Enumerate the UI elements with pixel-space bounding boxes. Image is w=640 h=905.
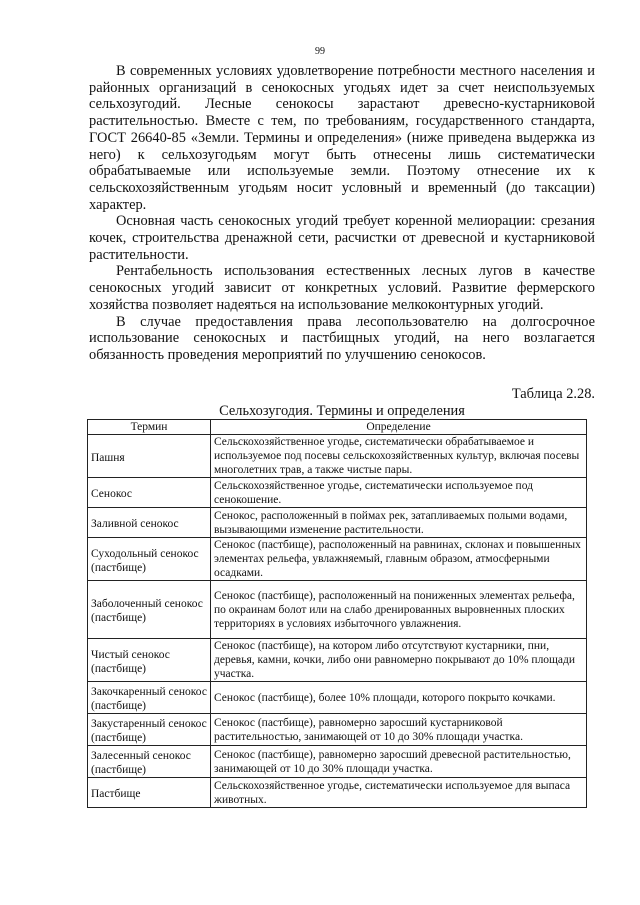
term-cell: Суходольный сенокос (пастбище)	[88, 538, 211, 581]
definition-cell: Сенокос (пастбище), более 10% площади, которого покрыто кочками.	[211, 682, 587, 714]
table-row	[88, 435, 587, 478]
definition-cell: Сенокос (пастбище), равномерно заросший кустарниковой растительностью, занимающей от 10 до 30% площади участка.	[211, 714, 587, 746]
table-row	[88, 639, 587, 682]
table-row	[88, 746, 587, 778]
paragraph: В современных условиях удовлетворение потребности местного населения и районных организаций в сенокосных угодьях идет за счет неиспользуемых сельхозугодий. Лесные сенокосы зарастают древесно-кустарниковой растительностью. Вместе с тем, по требованиям, государственного стандарта, ГОСТ 26640-85 «Земли. Термины и определения» (ниже приведена выдержка из него) к сельхозугодьям могут быть отнесены лишь систематически обрабатываемые или используемые земли. Поэтому отнесение их к сельскохозяйственным угодьям носит условный и временный (до таксации) характер.	[89, 63, 595, 213]
table-row	[88, 682, 587, 714]
table-row	[88, 581, 587, 639]
term-cell: Заболоченный сенокос (пастбище)	[88, 581, 211, 639]
paragraph: В случае предоставления права лесопользователю на долгосрочное использование сенокосных и пастбищных угодий, на него возлагается обязанность проведения мероприятий по улучшению сенокосов.	[89, 313, 595, 363]
term-cell: Пашня	[88, 435, 211, 478]
body-text	[89, 63, 595, 364]
table-caption: Сельхозугодия. Термины и определения	[219, 403, 465, 419]
definition-cell: Сельскохозяйственное угодье, систематически обрабатываемое и используемое под посевы сельскохозяйственных культур, включая посевы многолетних трав, а также чистые пары.	[211, 435, 587, 478]
term-cell: Залесенный сенокос (пастбище)	[88, 746, 211, 778]
page-number: 99	[315, 46, 325, 57]
term-cell: Чистый сенокос (пастбище)	[88, 639, 211, 682]
term-cell: Закустаренный сенокос (пастбище)	[88, 714, 211, 746]
definition-cell: Сельскохозяйственное угодье, систематически используемое для выпаса животных.	[211, 778, 587, 808]
definition-cell: Сельскохозяйственное угодье, систематически используемое под сенокошение.	[211, 478, 587, 508]
table-row	[88, 714, 587, 746]
table-label: Таблица 2.28.	[511, 386, 595, 402]
table-row	[88, 538, 587, 581]
header-term: Термин	[88, 420, 211, 435]
table-row	[88, 508, 587, 538]
definition-cell: Сенокос, расположенный в поймах рек, затапливаемых полыми водами, вызывающими изменение растительности.	[211, 508, 587, 538]
definition-cell: Сенокос (пастбище), расположенный на пониженных элементах рельефа, по окраинам болот или на слабо дренированных выровненных плоских территориях в условиях избыточного увлажнения.	[211, 581, 587, 639]
header-definition: Определение	[211, 420, 587, 435]
terms-table	[87, 419, 587, 808]
term-cell: Заливной сенокос	[88, 508, 211, 538]
term-cell: Сенокос	[88, 478, 211, 508]
table-header-row	[88, 420, 587, 435]
definition-cell: Сенокос (пастбище), на котором либо отсутствуют кустарники, пни, деревья, камни, кочки, либо они равномерно покрывают до 10% площади участка.	[211, 639, 587, 682]
definition-cell: Сенокос (пастбище), равномерно заросший древесной растительностью, занимающей от 10 до 30% площади участка.	[211, 746, 587, 778]
table-row	[88, 778, 587, 808]
table-row	[88, 478, 587, 508]
definition-cell: Сенокос (пастбище), расположенный на равнинах, склонах и повышенных элементах рельефа, увлажняемый, главным образом, атмосферными осадками.	[211, 538, 587, 581]
paragraph: Рентабельность использования естественных лесных лугов в качестве сенокосных угодий зависит от конкретных условий. Развитие фермерского хозяйства позволяет надеяться на использование мелкоконтурных угодий.	[89, 263, 595, 313]
term-cell: Пастбище	[88, 778, 211, 808]
paragraph: Основная часть сенокосных угодий требует коренной мелиорации: срезания кочек, строительства дренажной сети, расчистки от древесной и кустарниковой растительности.	[89, 213, 595, 263]
term-cell: Закочкаренный сенокос (пастбище)	[88, 682, 211, 714]
